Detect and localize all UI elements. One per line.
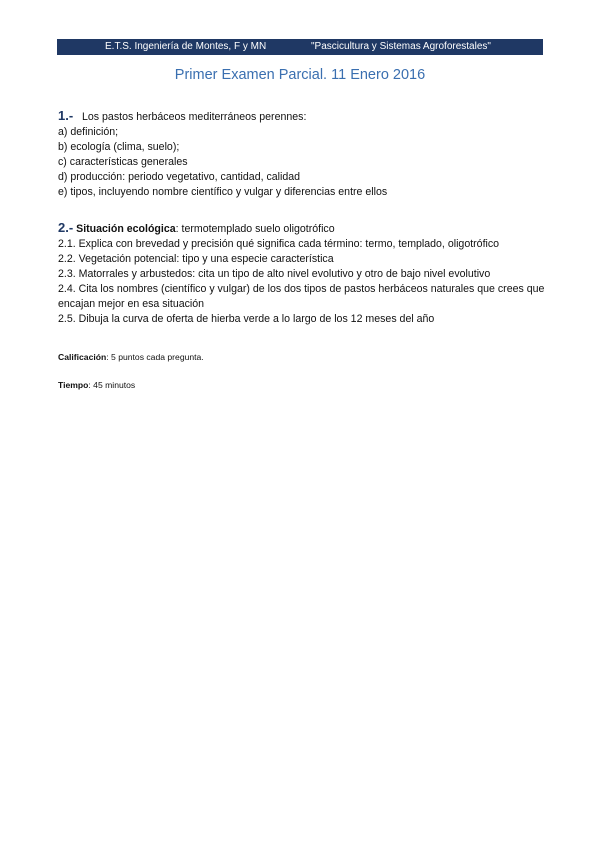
time-label: Tiempo — [58, 380, 89, 390]
question-2-heading — [58, 220, 558, 237]
time-text: : 45 minutos — [88, 380, 136, 390]
grading-text: : 5 puntos cada pregunta. — [106, 352, 204, 362]
question-1-text: Los pastos herbáceos mediterráneos perennes: — [82, 111, 307, 123]
question-1-number: 1.- — [58, 108, 74, 123]
question-2-text: : termotemplado suelo oligotrófico — [175, 223, 335, 235]
question-1-item: c) características generales — [58, 156, 188, 168]
question-2-item: 2.1. Explica con brevedad y precisión qué significa cada término: termo, templado, oligotrófico — [58, 238, 500, 250]
question-1-heading — [58, 108, 558, 125]
question-1-item: b) ecología (clima, suelo); — [58, 141, 180, 153]
question-2-number: 2.- — [58, 220, 74, 235]
grading-note — [58, 352, 204, 362]
question-1-item: d) producción: periodo vegetativo, cantidad, calidad — [58, 171, 301, 183]
header-school: E.T.S. Ingeniería de Montes, F y MN — [105, 41, 267, 52]
question-1-item: e) tipos, incluyendo nombre científico y vulgar y diferencias entre ellos — [58, 186, 388, 198]
question-1 — [58, 108, 558, 200]
question-2-item: 2.4. Cita los nombres (científico y vulgar) de los dos tipos de pastos herbáceos naturales que crees que encajan mejor en esa situación — [58, 283, 545, 310]
question-2-label: Situación ecológica — [76, 223, 176, 235]
header-banner — [57, 39, 543, 55]
exam-title: Primer Examen Parcial. 11 Enero 2016 — [174, 67, 426, 83]
question-1-item: a) definición; — [58, 126, 119, 138]
question-2-item: 2.3. Matorrales y arbustedos: cita un tipo de alto nivel evolutivo y otro de bajo nivel evolutivo — [58, 268, 491, 280]
grading-label: Calificación — [58, 352, 107, 362]
question-2 — [58, 220, 558, 327]
question-2-item: 2.2. Vegetación potencial: tipo y una especie característica — [58, 253, 334, 265]
question-2-item: 2.5. Dibuja la curva de oferta de hierba verde a lo largo de los 12 meses del año — [58, 313, 435, 325]
header-course: "Pascicultura y Sistemas Agroforestales" — [311, 41, 491, 52]
time-note — [58, 380, 135, 390]
